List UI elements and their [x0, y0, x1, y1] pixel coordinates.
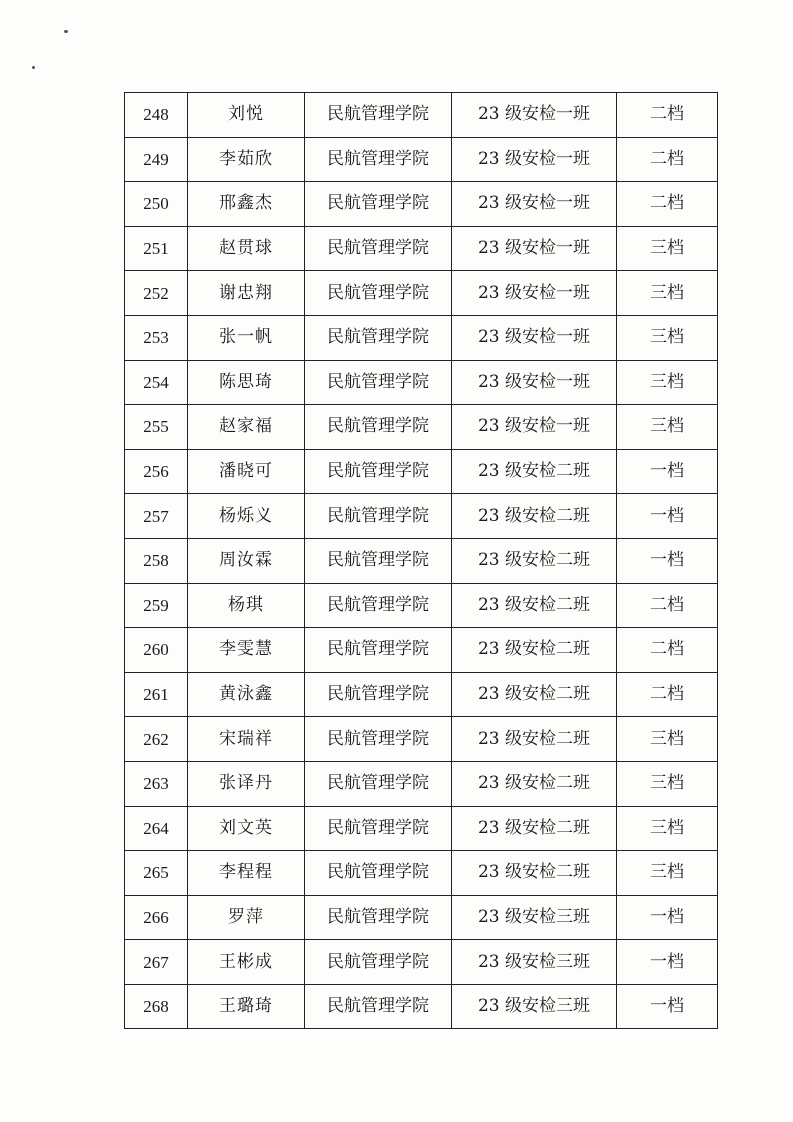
cell-class: 23 级安检二班	[452, 851, 617, 896]
table-row	[125, 940, 718, 985]
table-row	[125, 226, 718, 271]
table-row	[125, 717, 718, 762]
cell-grade: 一档	[617, 449, 718, 494]
cell-class: 23 级安检三班	[452, 895, 617, 940]
cell-student-name: 赵贯球	[188, 226, 305, 271]
cell-number: 268	[125, 984, 188, 1029]
cell-grade: 三档	[617, 271, 718, 316]
cell-student-name: 王彬成	[188, 940, 305, 985]
cell-number: 266	[125, 895, 188, 940]
cell-student-name: 刘悦	[188, 93, 305, 138]
cell-grade: 一档	[617, 538, 718, 583]
cell-grade: 一档	[617, 494, 718, 539]
table-row	[125, 182, 718, 227]
cell-college: 民航管理学院	[305, 895, 452, 940]
table-row	[125, 494, 718, 539]
scan-speck	[32, 66, 35, 69]
cell-grade: 一档	[617, 940, 718, 985]
cell-class: 23 级安检一班	[452, 93, 617, 138]
cell-student-name: 李茹欣	[188, 137, 305, 182]
cell-grade: 二档	[617, 672, 718, 717]
cell-student-name: 张译丹	[188, 761, 305, 806]
cell-student-name: 杨烁义	[188, 494, 305, 539]
cell-grade: 三档	[617, 806, 718, 851]
cell-student-name: 王璐琦	[188, 984, 305, 1029]
cell-class: 23 级安检一班	[452, 315, 617, 360]
table-row	[125, 538, 718, 583]
cell-number: 258	[125, 538, 188, 583]
cell-grade: 一档	[617, 984, 718, 1029]
cell-college: 民航管理学院	[305, 628, 452, 673]
roster-body	[125, 93, 718, 1029]
cell-number: 250	[125, 182, 188, 227]
cell-grade: 二档	[617, 628, 718, 673]
cell-student-name: 张一帆	[188, 315, 305, 360]
cell-number: 259	[125, 583, 188, 628]
cell-grade: 二档	[617, 182, 718, 227]
cell-grade: 三档	[617, 360, 718, 405]
table-row	[125, 672, 718, 717]
cell-student-name: 刘文英	[188, 806, 305, 851]
cell-grade: 三档	[617, 405, 718, 450]
cell-college: 民航管理学院	[305, 137, 452, 182]
cell-number: 260	[125, 628, 188, 673]
cell-grade: 二档	[617, 93, 718, 138]
table-row	[125, 806, 718, 851]
cell-student-name: 杨琪	[188, 583, 305, 628]
cell-college: 民航管理学院	[305, 984, 452, 1029]
cell-class: 23 级安检二班	[452, 628, 617, 673]
cell-class: 23 级安检二班	[452, 449, 617, 494]
table-row	[125, 93, 718, 138]
cell-student-name: 赵家福	[188, 405, 305, 450]
cell-number: 255	[125, 405, 188, 450]
cell-student-name: 李程程	[188, 851, 305, 896]
table-row	[125, 851, 718, 896]
cell-grade: 二档	[617, 137, 718, 182]
scan-speck	[64, 30, 68, 33]
cell-college: 民航管理学院	[305, 182, 452, 227]
cell-student-name: 陈思琦	[188, 360, 305, 405]
cell-class: 23 级安检二班	[452, 494, 617, 539]
cell-grade: 二档	[617, 583, 718, 628]
cell-number: 254	[125, 360, 188, 405]
table-row	[125, 583, 718, 628]
table-row	[125, 984, 718, 1029]
cell-college: 民航管理学院	[305, 583, 452, 628]
cell-grade: 三档	[617, 315, 718, 360]
cell-college: 民航管理学院	[305, 538, 452, 583]
table-row	[125, 137, 718, 182]
cell-student-name: 周汝霖	[188, 538, 305, 583]
table-row	[125, 360, 718, 405]
cell-college: 民航管理学院	[305, 761, 452, 806]
cell-college: 民航管理学院	[305, 717, 452, 762]
cell-class: 23 级安检一班	[452, 137, 617, 182]
cell-number: 252	[125, 271, 188, 316]
cell-number: 251	[125, 226, 188, 271]
cell-college: 民航管理学院	[305, 271, 452, 316]
cell-grade: 三档	[617, 226, 718, 271]
cell-college: 民航管理学院	[305, 940, 452, 985]
cell-college: 民航管理学院	[305, 360, 452, 405]
table-row	[125, 315, 718, 360]
cell-college: 民航管理学院	[305, 806, 452, 851]
cell-college: 民航管理学院	[305, 851, 452, 896]
cell-class: 23 级安检三班	[452, 940, 617, 985]
cell-student-name: 邢鑫杰	[188, 182, 305, 227]
table-row	[125, 271, 718, 316]
cell-student-name: 宋瑞祥	[188, 717, 305, 762]
cell-number: 249	[125, 137, 188, 182]
cell-number: 256	[125, 449, 188, 494]
cell-number: 264	[125, 806, 188, 851]
cell-class: 23 级安检一班	[452, 271, 617, 316]
cell-class: 23 级安检二班	[452, 761, 617, 806]
table-row	[125, 628, 718, 673]
cell-class: 23 级安检一班	[452, 182, 617, 227]
cell-class: 23 级安检二班	[452, 717, 617, 762]
cell-number: 248	[125, 93, 188, 138]
cell-number: 262	[125, 717, 188, 762]
cell-student-name: 谢忠翔	[188, 271, 305, 316]
cell-class: 23 级安检二班	[452, 538, 617, 583]
cell-grade: 三档	[617, 761, 718, 806]
cell-college: 民航管理学院	[305, 672, 452, 717]
cell-number: 263	[125, 761, 188, 806]
cell-number: 265	[125, 851, 188, 896]
cell-student-name: 黄泳鑫	[188, 672, 305, 717]
cell-college: 民航管理学院	[305, 494, 452, 539]
cell-student-name: 罗萍	[188, 895, 305, 940]
table-row	[125, 405, 718, 450]
cell-grade: 一档	[617, 895, 718, 940]
cell-college: 民航管理学院	[305, 449, 452, 494]
table-row	[125, 895, 718, 940]
cell-number: 257	[125, 494, 188, 539]
cell-number: 261	[125, 672, 188, 717]
cell-college: 民航管理学院	[305, 405, 452, 450]
cell-grade: 三档	[617, 717, 718, 762]
cell-student-name: 李雯慧	[188, 628, 305, 673]
cell-grade: 三档	[617, 851, 718, 896]
cell-class: 23 级安检一班	[452, 226, 617, 271]
cell-college: 民航管理学院	[305, 315, 452, 360]
student-roster-table	[124, 92, 718, 1029]
cell-class: 23 级安检二班	[452, 583, 617, 628]
cell-college: 民航管理学院	[305, 226, 452, 271]
cell-class: 23 级安检二班	[452, 672, 617, 717]
cell-number: 267	[125, 940, 188, 985]
cell-class: 23 级安检二班	[452, 806, 617, 851]
cell-class: 23 级安检一班	[452, 405, 617, 450]
cell-class: 23 级安检三班	[452, 984, 617, 1029]
table-row	[125, 449, 718, 494]
cell-student-name: 潘晓可	[188, 449, 305, 494]
cell-class: 23 级安检一班	[452, 360, 617, 405]
cell-college: 民航管理学院	[305, 93, 452, 138]
cell-number: 253	[125, 315, 188, 360]
table-row	[125, 761, 718, 806]
